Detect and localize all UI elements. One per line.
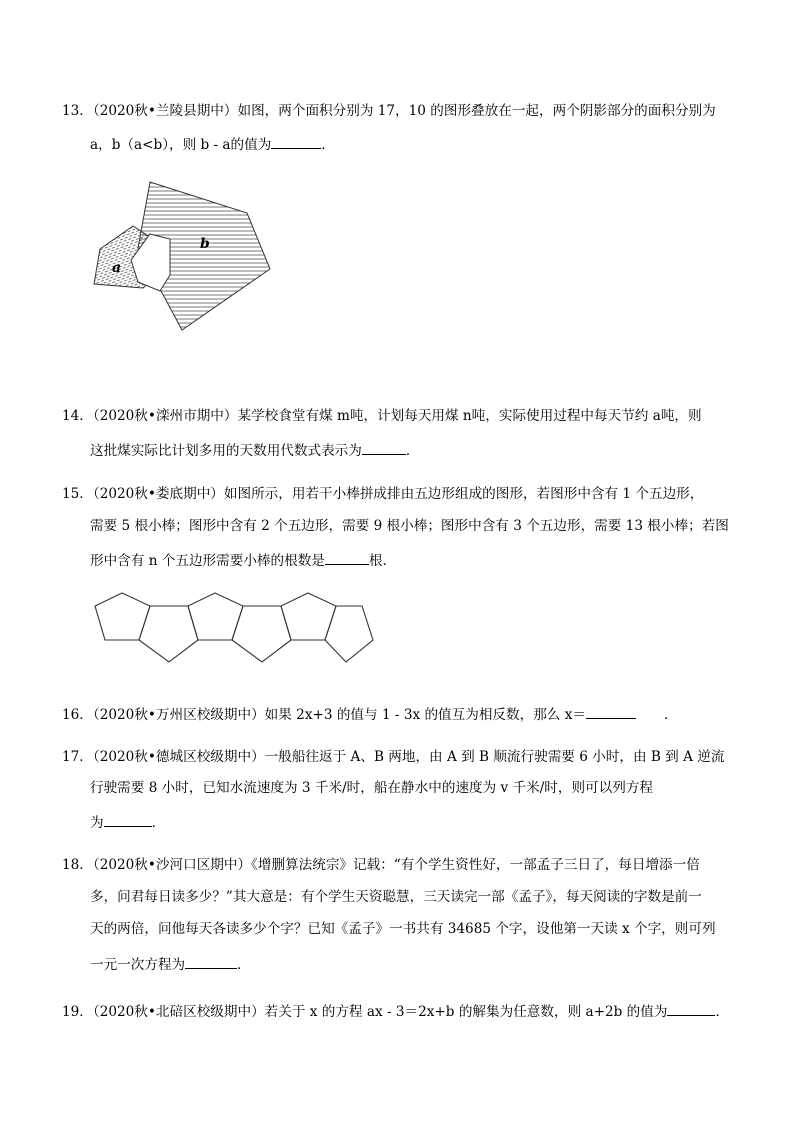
problem-source: （2020秋•北碚区校级期中） bbox=[92, 1004, 265, 1020]
pentagon-6 bbox=[325, 606, 373, 662]
problem-14-line-2 bbox=[90, 440, 419, 459]
problem-16-line-1 bbox=[62, 704, 678, 723]
pentagon-2 bbox=[139, 606, 198, 662]
answer-blank[interactable] bbox=[185, 954, 237, 969]
problem-17-line-1 bbox=[62, 749, 724, 765]
problem-number: 14． bbox=[62, 408, 93, 424]
pentagon-chain-figure bbox=[92, 588, 377, 668]
label-a: a bbox=[112, 260, 122, 276]
overlapping-polygons-figure bbox=[90, 178, 290, 338]
problem-text: 若关于 x 的方程 ax - 3＝2x+b 的解集为任意数，则 a+2b 的值为 bbox=[264, 1004, 668, 1020]
punctuation: ． bbox=[321, 137, 335, 153]
pentagon-4 bbox=[232, 606, 291, 662]
problem-text: 为 bbox=[90, 815, 104, 831]
problem-17-line-2 bbox=[90, 780, 653, 796]
problem-text: 某学校食堂有煤 m吨，计划每天用煤 n吨，实际使用过程中每天节约 a吨，则 bbox=[237, 408, 702, 424]
problem-18-line-1 bbox=[62, 857, 700, 873]
problem-text: 如图，两个面积分别为 17，10 的图形叠放在一起，两个阴影部分的面积分别为 bbox=[237, 103, 716, 119]
problem-source: （2020秋•万州区校级期中） bbox=[92, 707, 265, 723]
problem-source: （2020秋•德城区校级期中） bbox=[92, 749, 265, 765]
problem-source: （2020秋•兰陵县期中） bbox=[92, 103, 238, 119]
punctuation: ． bbox=[237, 957, 251, 973]
problem-text: 形中含有 n 个五边形需要小棒的根数是 bbox=[90, 553, 325, 569]
problem-number: 19． bbox=[62, 1004, 93, 1020]
problem-15-line-1 bbox=[62, 486, 703, 502]
problem-text: a，b（a<b），则 b - a的值为 bbox=[90, 137, 272, 153]
problem-18-line-4 bbox=[90, 954, 251, 973]
problem-text: 如果 2x+3 的值与 1 - 3x 的值互为相反数，那么 x＝ bbox=[264, 707, 586, 723]
problem-number: 18． bbox=[62, 857, 93, 873]
problem-source: （2020秋•滦州市期中） bbox=[92, 408, 238, 424]
problem-15-line-3 bbox=[90, 550, 396, 569]
problem-13-line-1 bbox=[62, 103, 716, 119]
problem-number: 15． bbox=[62, 486, 93, 502]
problem-number: 16． bbox=[62, 707, 93, 723]
answer-blank[interactable] bbox=[586, 704, 636, 719]
problem-17-line-3 bbox=[90, 812, 165, 831]
problem-text: 《增删算法统宗》记载：“有个学生资性好，一部孟子三日了，每日增添一倍 bbox=[251, 857, 700, 873]
problem-18-line-3 bbox=[90, 921, 716, 937]
problem-19-line-1 bbox=[62, 1001, 729, 1020]
problem-15-line-2 bbox=[90, 518, 729, 534]
problem-source: （2020秋•沙河口区期中） bbox=[92, 857, 252, 873]
problem-text: 天的两倍，问他每天各读多少个字？已知《孟子》一书共有 34685 个字，设他第一天读 x 个字，则可列 bbox=[90, 921, 716, 937]
problem-text: 行驶需要 8 小时，已知水流速度为 3 千米/时，船在静水中的速度为 v 千米/时，则可以列方程 bbox=[90, 780, 654, 796]
answer-blank[interactable] bbox=[104, 812, 152, 827]
problem-text: 这批煤实际比计划多用的天数用代数式表示为 bbox=[90, 443, 362, 459]
punctuation: ． bbox=[405, 443, 420, 459]
answer-blank[interactable] bbox=[271, 134, 321, 149]
problem-text: 一般船往返于 A、B 两地，由 A 到 B 顺流行驶需要 6 小时，由 B 到 A 逆流 bbox=[264, 749, 725, 765]
punctuation: 根． bbox=[368, 553, 397, 569]
problem-text: 多，问君每日读多少？”其大意是：有个学生天资聪慧，三天读完一部《孟子》，每天阅读的字数是前一 bbox=[90, 889, 702, 905]
problem-text: 如图所示，用若干小棒拼成排由五边形组成的图形，若图形中含有 1 个五边形， bbox=[223, 486, 704, 502]
problem-18-line-2 bbox=[90, 889, 702, 905]
problem-text: 一元一次方程为 bbox=[90, 957, 186, 973]
problem-13-line-2 bbox=[90, 134, 335, 153]
problem-source: （2020秋•娄底期中） bbox=[92, 486, 224, 502]
punctuation: ． bbox=[151, 815, 166, 831]
punctuation: ． bbox=[715, 1004, 730, 1020]
answer-blank[interactable] bbox=[667, 1001, 715, 1016]
answer-blank[interactable] bbox=[362, 440, 406, 455]
answer-blank[interactable] bbox=[325, 550, 369, 565]
label-b: b bbox=[200, 236, 210, 252]
problem-number: 13． bbox=[62, 103, 93, 119]
problem-14-line-1 bbox=[62, 408, 702, 424]
problem-text: 需要 5 根小棒；图形中含有 2 个五边形，需要 9 根小棒；图形中含有 3 个五边形，需要 13 根小棒；若图 bbox=[90, 518, 729, 534]
punctuation: ． bbox=[663, 707, 678, 723]
problem-number: 17． bbox=[62, 749, 93, 765]
